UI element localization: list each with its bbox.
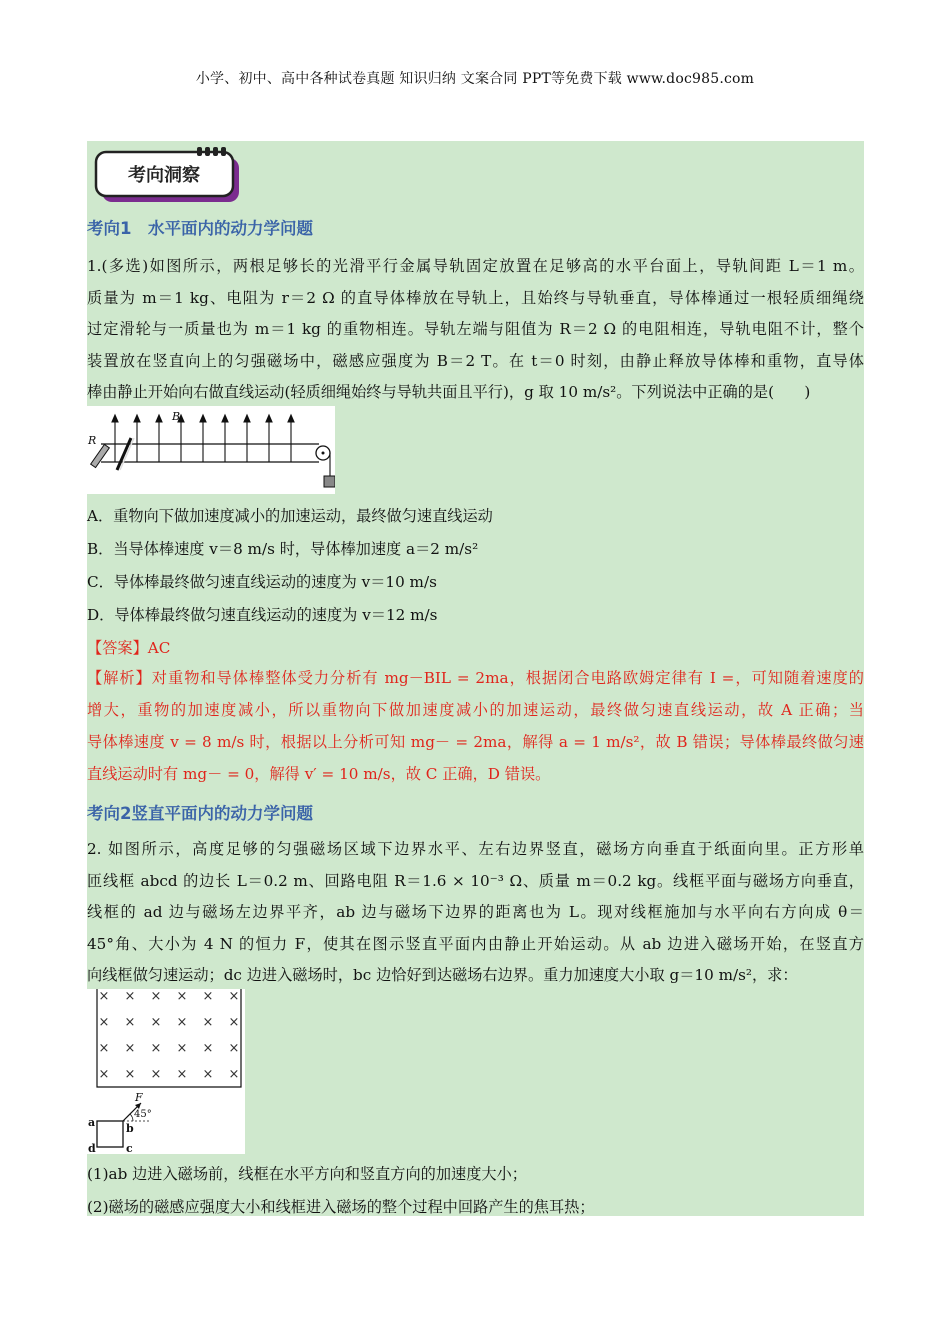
field-cross: × — [98, 989, 110, 1004]
banner-label: 考向洞察 — [128, 165, 200, 186]
q2-line: 线框的 ad 边与磁场左边界平齐，ab 边与磁场下边界的距离也为 L。现对线框施加与水平向右方向成 θ＝ — [87, 903, 864, 921]
q1-line: 棒由静止开始向右做直线运动(轻质细绳始终与导轨共面且平行)，g 取 10 m/s²。下列说法中正确的是( ) — [87, 383, 811, 401]
analysis — [87, 662, 864, 790]
field-cross: × — [228, 989, 240, 1004]
subquestion-2: (2)磁场的磁感应强度大小和线框进入磁场的整个过程中回路产生的焦耳热； — [87, 1198, 595, 1216]
field-cross: × — [98, 1041, 110, 1056]
question2-stem — [87, 834, 864, 992]
field-cross: × — [124, 989, 136, 1004]
q2-line: 向线框做匀速运动；dc 边进入磁场时，bc 边恰好到达磁场右边界。重力加速度大小取 g＝10 m/s²，求： — [87, 966, 798, 984]
field-cross: × — [228, 1067, 240, 1082]
field-cross: × — [228, 1041, 240, 1056]
option-a: A．重物向下做加速度减小的加速运动，最终做匀速直线运动 — [87, 507, 493, 525]
option-d: D．导体棒最终做匀速直线运动的速度为 v＝12 m/s — [87, 606, 438, 624]
q1-line: 1.(多选)如图所示，两根足够长的光滑平行金属导轨固定放置在足够高的水平台面上，导轨间距 L＝1 m。 — [87, 257, 864, 275]
page-header: 小学、初中、高中各种试卷真题 知识归纳 文案合同 PPT等免费下载 www.doc985.com — [195, 71, 755, 87]
angle-label: 45° — [134, 1109, 152, 1120]
section1-heading: 考向1 水平面内的动力学问题 — [87, 219, 313, 238]
vertex-c: c — [126, 1142, 133, 1154]
q1-line: 质量为 m＝1 kg、电阻为 r＝2 Ω 的直导体棒放在导轨上，且始终与导轨垂直，导体棒通过一根轻质细绳绕 — [87, 288, 864, 307]
vertex-d: d — [88, 1142, 96, 1154]
analysis-line: 直线运动时有 mg－ = 0，解得 v′ = 10 m/s，故 C 正确，D 错误。 — [87, 765, 551, 783]
vertex-b: b — [126, 1122, 134, 1135]
field-cross: × — [202, 1015, 214, 1030]
force-label: F — [135, 1091, 143, 1104]
analysis-line: 导体棒速度 v = 8 m/s 时，根据以上分析可知 mg－ = 2ma，解得 a = 1 m/s²，故 B 错误；导体棒最终做匀速 — [87, 733, 864, 751]
field-cross: × — [176, 1067, 188, 1082]
field-cross: × — [150, 989, 162, 1004]
subquestion-1: (1)ab 边进入磁场前，线框在水平方向和竖直方向的加速度大小； — [87, 1165, 527, 1183]
field-cross: × — [176, 989, 188, 1004]
question1-stem — [87, 251, 864, 409]
q2-line: 45°角、大小为 4 N 的恒力 F，使其在图示竖直平面内由静止开始运动。从 ab 边进入磁场开始，在竖直方 — [87, 934, 864, 953]
field-cross: × — [150, 1041, 162, 1056]
answer: 【答案】AC — [87, 639, 171, 657]
field-cross: × — [150, 1015, 162, 1030]
resistor-label: R — [88, 434, 97, 447]
section2-heading: 考向2竖直平面内的动力学问题 — [87, 804, 313, 823]
field-cross: × — [124, 1041, 136, 1056]
q2-line: 匝线框 abcd 的边长 L＝0.2 m、回路电阻 R＝1.6 × 10⁻³ Ω、质量 m＝0.2 kg。线框平面与磁场方向垂直， — [87, 871, 864, 890]
field-cross: × — [98, 1067, 110, 1082]
option-c: C．导体棒最终做匀速直线运动的速度为 v＝10 m/s — [87, 573, 437, 591]
field-cross: × — [150, 1067, 162, 1082]
section-banner — [93, 147, 239, 202]
magnetic-field-figure — [87, 989, 245, 1154]
field-cross: × — [176, 1041, 188, 1056]
field-cross: × — [202, 1067, 214, 1082]
q1-line: 装置放在竖直向上的匀强磁场中，磁感应强度为 B＝2 T。在 t＝0 时刻，由静止释放导体棒和重物，直导体 — [87, 351, 864, 370]
q1-line: 过定滑轮与一质量也为 m＝1 kg 的重物相连。导轨左端与阻值为 R＝2 Ω 的电阻相连，导轨电阻不计，整个 — [87, 320, 864, 338]
field-label: B — [172, 410, 181, 423]
analysis-line: 【解析】对重物和导体棒整体受力分析有 mg－BIL = 2ma，根据闭合电路欧姆定律有 I =，可知随着速度的 — [87, 669, 864, 687]
field-cross: × — [176, 1015, 188, 1030]
analysis-line: 增大，重物的加速度减小，所以重物向下做加速度减小的加速运动，最终做匀速直线运动，故 A 正确；当 — [87, 701, 864, 719]
field-cross: × — [202, 989, 214, 1004]
field-cross: × — [124, 1015, 136, 1030]
field-cross: × — [124, 1067, 136, 1082]
field-cross: × — [98, 1015, 110, 1030]
field-cross: × — [202, 1041, 214, 1056]
field-cross: × — [228, 1015, 240, 1030]
q2-line: 2. 如图所示，高度足够的匀强磁场区域下边界水平、左右边界竖直，磁场方向垂直于纸面向里。正方形单 — [87, 840, 864, 858]
vertex-a: a — [88, 1116, 96, 1129]
content-panel — [87, 141, 864, 1216]
option-b: B．当导体棒速度 v＝8 m/s 时，导体棒加速度 a＝2 m/s² — [87, 540, 479, 558]
rail-figure — [87, 406, 335, 494]
